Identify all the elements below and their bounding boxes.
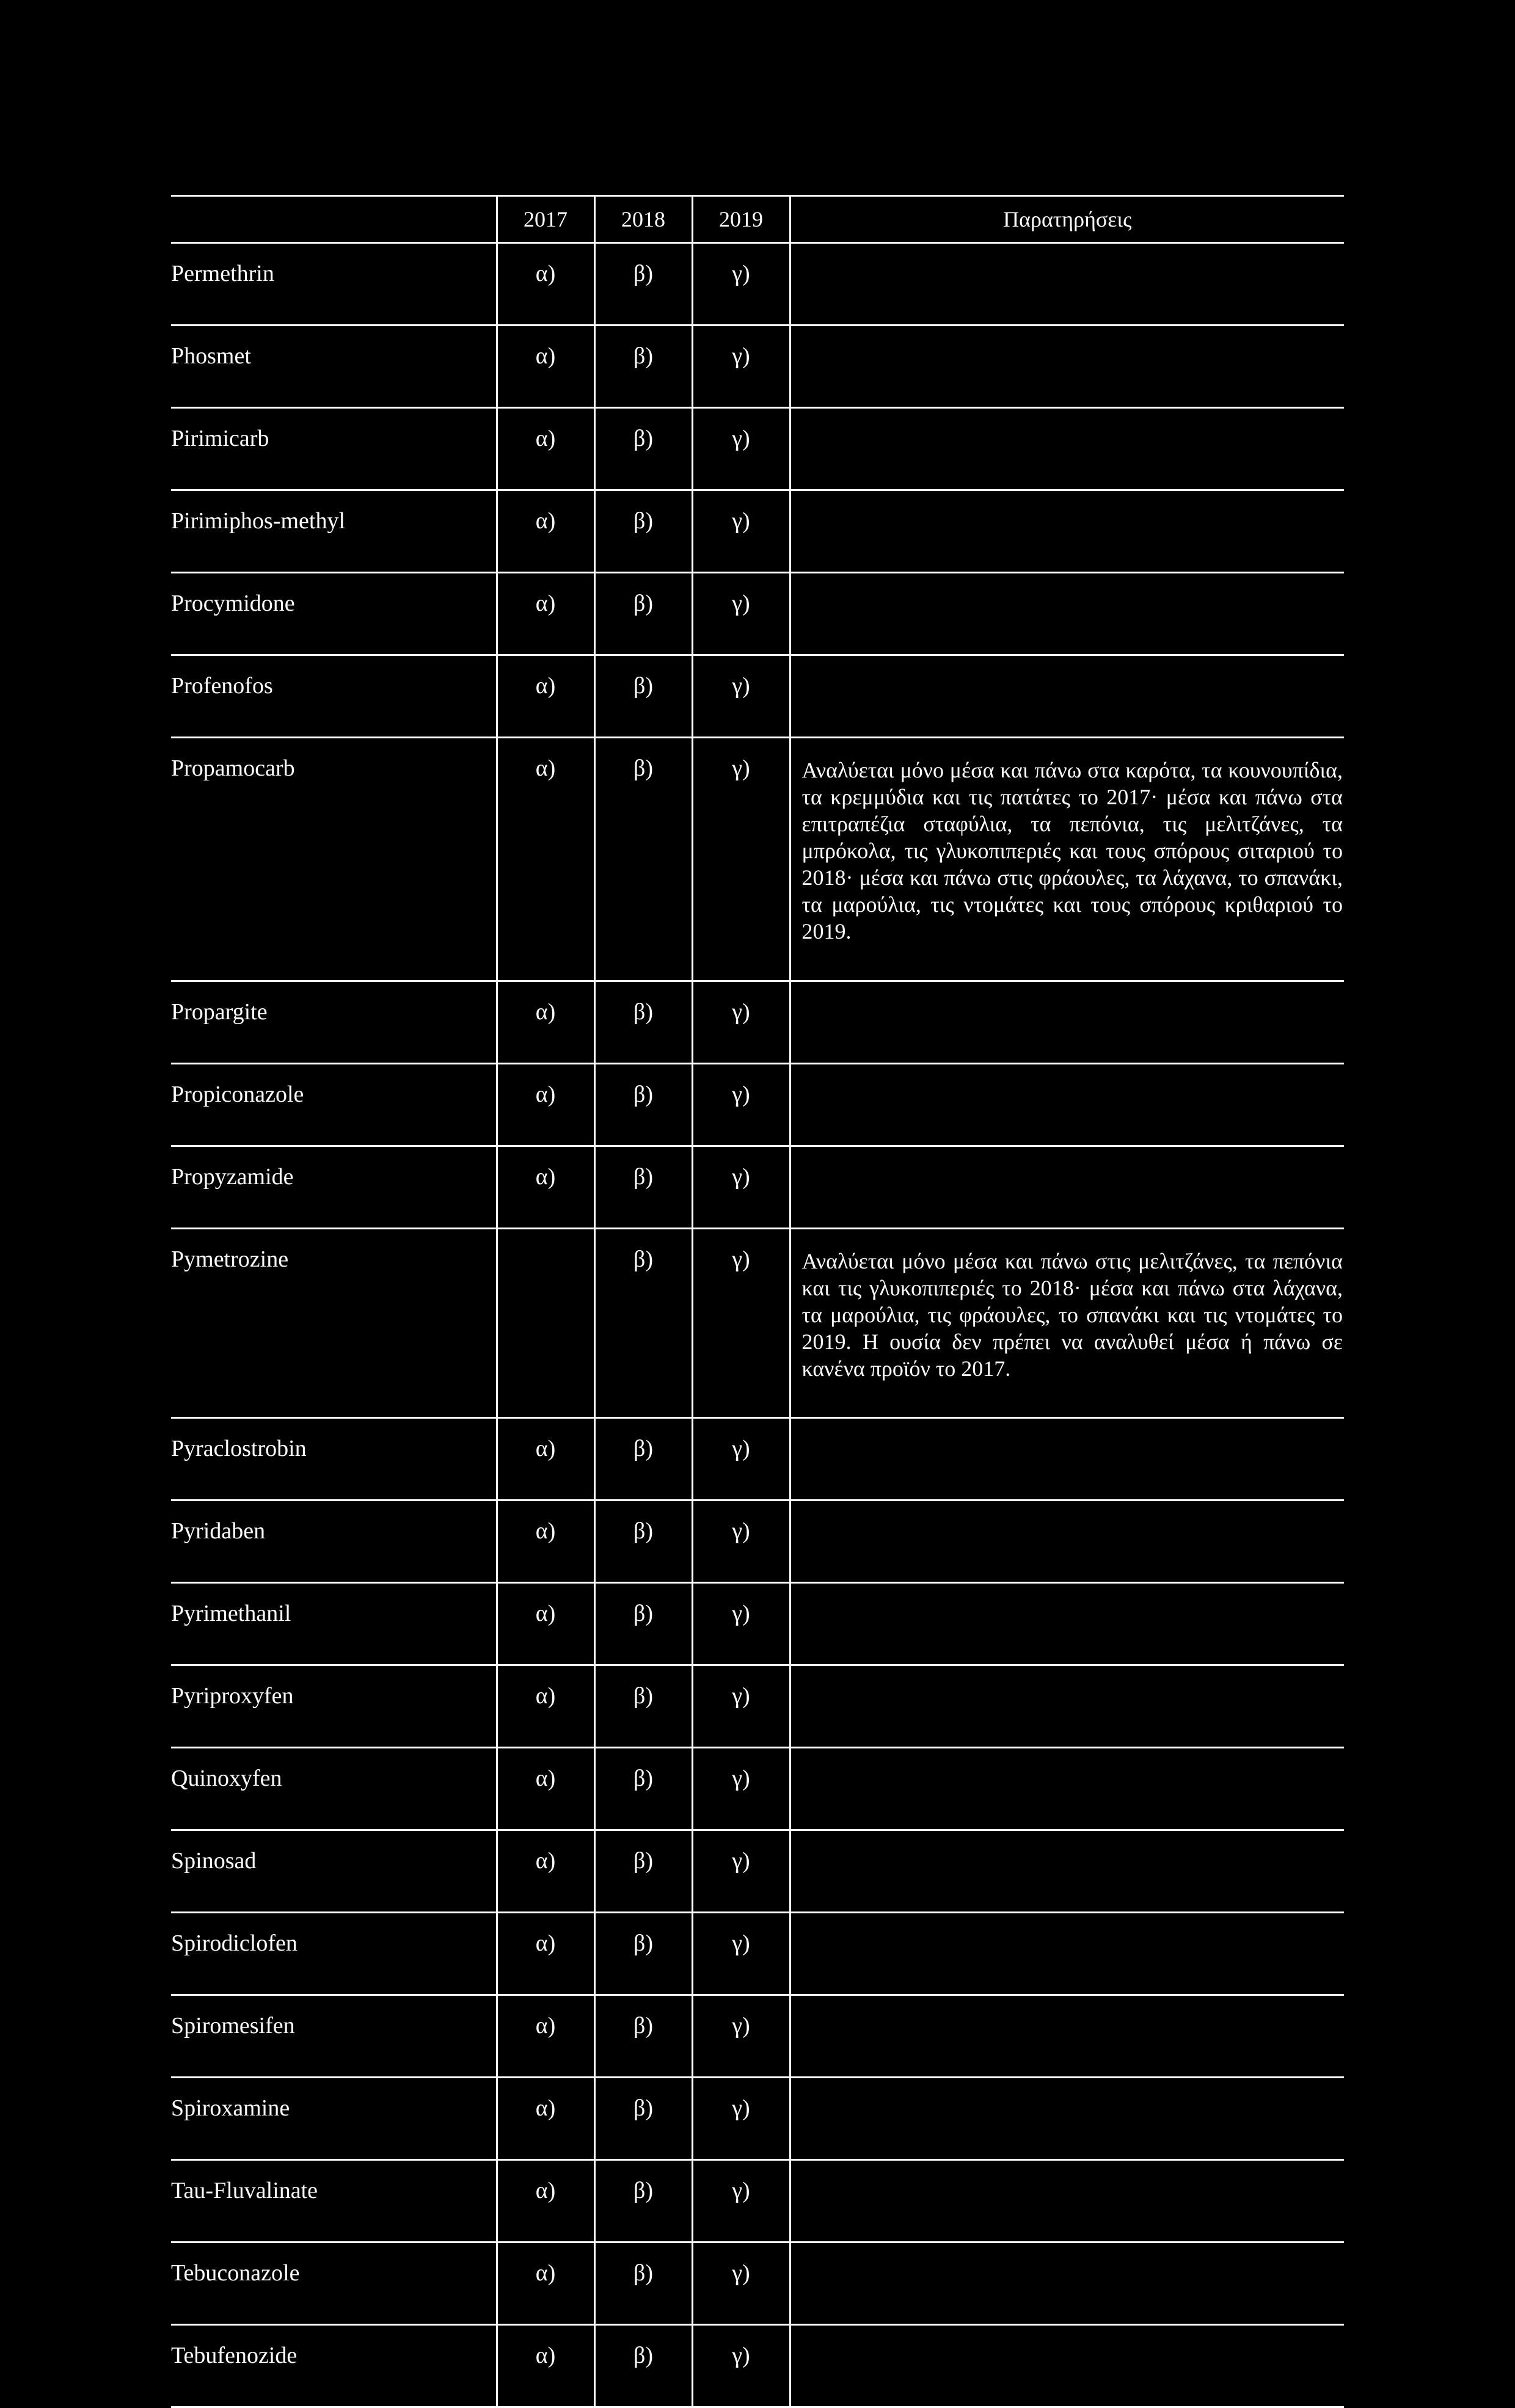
table-row	[171, 1583, 1344, 1665]
year-2018-cell: β)	[594, 490, 692, 573]
table-row	[171, 2078, 1344, 2160]
header-year-2019: 2019	[692, 196, 790, 243]
table-body	[171, 243, 1344, 2407]
table-row	[171, 408, 1344, 490]
remarks-cell	[790, 243, 1344, 326]
pesticide-table-container	[171, 195, 1344, 2408]
substance-cell: Pyridaben	[171, 1500, 497, 1583]
year-2019-cell: γ)	[692, 1583, 790, 1665]
substance-cell: Procymidone	[171, 573, 497, 655]
year-2019-cell: γ)	[692, 1913, 790, 1995]
table-row	[171, 2242, 1344, 2325]
substance-cell: Pirimicarb	[171, 408, 497, 490]
year-2017-cell: α)	[497, 1418, 594, 1500]
table-row	[171, 655, 1344, 738]
table-row	[171, 1913, 1344, 1995]
table-row	[171, 1418, 1344, 1500]
remarks-cell	[790, 1995, 1344, 2078]
year-2017-cell	[497, 1229, 594, 1418]
year-2019-cell: γ)	[692, 1064, 790, 1146]
table-row	[171, 1064, 1344, 1146]
year-2019-cell: γ)	[692, 2078, 790, 2160]
table-row	[171, 1665, 1344, 1748]
table-row	[171, 326, 1344, 408]
year-2017-cell: α)	[497, 1064, 594, 1146]
substance-cell: Pirimiphos-methyl	[171, 490, 497, 573]
substance-cell: Spiromesifen	[171, 1995, 497, 2078]
year-2019-cell: γ)	[692, 1418, 790, 1500]
year-2018-cell: β)	[594, 2325, 692, 2407]
year-2017-cell: α)	[497, 738, 594, 981]
table-row	[171, 573, 1344, 655]
remarks-cell	[790, 326, 1344, 408]
substance-cell: Tau-Fluvalinate	[171, 2160, 497, 2242]
remarks-cell	[790, 1748, 1344, 1830]
header-year-2018: 2018	[594, 196, 692, 243]
substance-cell: Permethrin	[171, 243, 497, 326]
year-2017-cell: α)	[497, 1146, 594, 1229]
year-2018-cell: β)	[594, 1146, 692, 1229]
year-2017-cell: α)	[497, 243, 594, 326]
substance-cell: Pyraclostrobin	[171, 1418, 497, 1500]
year-2018-cell: β)	[594, 2078, 692, 2160]
table-row	[171, 1500, 1344, 1583]
remarks-cell	[790, 655, 1344, 738]
remarks-cell	[790, 573, 1344, 655]
remarks-cell	[790, 2242, 1344, 2325]
table-row	[171, 1229, 1344, 1418]
year-2018-cell: β)	[594, 1830, 692, 1913]
year-2019-cell: γ)	[692, 326, 790, 408]
substance-cell: Profenofos	[171, 655, 497, 738]
substance-cell: Pyriproxyfen	[171, 1665, 497, 1748]
year-2017-cell: α)	[497, 1500, 594, 1583]
remarks-cell	[790, 1146, 1344, 1229]
year-2018-cell: β)	[594, 326, 692, 408]
remarks-cell	[790, 2078, 1344, 2160]
year-2019-cell: γ)	[692, 1665, 790, 1748]
remarks-cell	[790, 981, 1344, 1064]
year-2019-cell: γ)	[692, 2325, 790, 2407]
substance-cell: Propargite	[171, 981, 497, 1064]
year-2018-cell: β)	[594, 1418, 692, 1500]
header-year-2017: 2017	[497, 196, 594, 243]
remarks-cell	[790, 490, 1344, 573]
substance-cell: Spirodiclofen	[171, 1913, 497, 1995]
substance-cell: Spiroxamine	[171, 2078, 497, 2160]
substance-cell: Spinosad	[171, 1830, 497, 1913]
year-2019-cell: γ)	[692, 490, 790, 573]
header-substance	[171, 196, 497, 243]
year-2018-cell: β)	[594, 573, 692, 655]
year-2019-cell: γ)	[692, 1748, 790, 1830]
year-2018-cell: β)	[594, 655, 692, 738]
table-row	[171, 2325, 1344, 2407]
year-2017-cell: α)	[497, 2078, 594, 2160]
pesticide-monitoring-table	[171, 195, 1344, 2408]
year-2018-cell: β)	[594, 1229, 692, 1418]
remarks-cell	[790, 1418, 1344, 1500]
year-2018-cell: β)	[594, 408, 692, 490]
remarks-cell	[790, 408, 1344, 490]
year-2019-cell: γ)	[692, 243, 790, 326]
substance-cell: Propiconazole	[171, 1064, 497, 1146]
substance-cell: Tebuconazole	[171, 2242, 497, 2325]
table-row	[171, 981, 1344, 1064]
year-2018-cell: β)	[594, 1064, 692, 1146]
substance-cell: Tebufenozide	[171, 2325, 497, 2407]
year-2017-cell: α)	[497, 573, 594, 655]
table-row	[171, 490, 1344, 573]
table-row	[171, 1146, 1344, 1229]
table-header	[171, 196, 1344, 243]
header-remarks: Παρατηρήσεις	[790, 196, 1344, 243]
substance-cell: Propyzamide	[171, 1146, 497, 1229]
remarks-cell: Αναλύεται μόνο μέσα και πάνω στις μελιτζάνες, τα πεπόνια και τις γλυκοπιπεριές το 2018· μέσα και πάνω στα λάχανα, τα μαρούλια, τις φράουλες, το σπανάκι και τις ντομάτες το 2019. Η ουσία δεν πρέπει να αναλυθεί μέσα ή πάνω σε κανένα προϊόν το 2017.	[790, 1229, 1344, 1418]
table-row	[171, 1995, 1344, 2078]
table-row	[171, 2160, 1344, 2242]
year-2018-cell: β)	[594, 738, 692, 981]
year-2019-cell: γ)	[692, 1500, 790, 1583]
year-2017-cell: α)	[497, 1748, 594, 1830]
year-2017-cell: α)	[497, 1913, 594, 1995]
year-2019-cell: γ)	[692, 573, 790, 655]
remarks-cell	[790, 1665, 1344, 1748]
year-2019-cell: γ)	[692, 738, 790, 981]
remarks-cell	[790, 1583, 1344, 1665]
table-row	[171, 738, 1344, 981]
year-2019-cell: γ)	[692, 1229, 790, 1418]
year-2019-cell: γ)	[692, 655, 790, 738]
year-2018-cell: β)	[594, 2242, 692, 2325]
remarks-cell: Αναλύεται μόνο μέσα και πάνω στα καρότα, τα κουνουπίδια, τα κρεμμύδια και τις πατάτες το 2017· μέσα και πάνω στα επιτραπέζια σταφύλια, τα πεπόνια, τις μελιτζάνες, τα μπρόκολα, τις γλυκοπιπεριές και τους σπόρους σιταριού το 2018· μέσα και πάνω στις φράουλες, τα λάχανα, το σπανάκι, τα μαρούλια, τις ντομάτες και τους σπόρους κριθαριού το 2019.	[790, 738, 1344, 981]
header-row	[171, 196, 1344, 243]
year-2019-cell: γ)	[692, 1830, 790, 1913]
year-2019-cell: γ)	[692, 2242, 790, 2325]
table-row	[171, 243, 1344, 326]
year-2018-cell: β)	[594, 981, 692, 1064]
year-2017-cell: α)	[497, 2160, 594, 2242]
year-2018-cell: β)	[594, 1913, 692, 1995]
remarks-cell	[790, 1830, 1344, 1913]
remarks-cell	[790, 2160, 1344, 2242]
year-2018-cell: β)	[594, 243, 692, 326]
year-2018-cell: β)	[594, 1500, 692, 1583]
year-2017-cell: α)	[497, 1665, 594, 1748]
year-2019-cell: γ)	[692, 1995, 790, 2078]
year-2017-cell: α)	[497, 1995, 594, 2078]
remarks-cell	[790, 1064, 1344, 1146]
year-2017-cell: α)	[497, 326, 594, 408]
year-2019-cell: γ)	[692, 1146, 790, 1229]
substance-cell: Propamocarb	[171, 738, 497, 981]
year-2017-cell: α)	[497, 981, 594, 1064]
year-2017-cell: α)	[497, 1830, 594, 1913]
remarks-cell	[790, 1500, 1344, 1583]
substance-cell: Pyrimethanil	[171, 1583, 497, 1665]
year-2017-cell: α)	[497, 2242, 594, 2325]
substance-cell: Phosmet	[171, 326, 497, 408]
year-2018-cell: β)	[594, 1665, 692, 1748]
year-2019-cell: γ)	[692, 981, 790, 1064]
substance-cell: Quinoxyfen	[171, 1748, 497, 1830]
year-2018-cell: β)	[594, 1583, 692, 1665]
year-2018-cell: β)	[594, 1995, 692, 2078]
year-2017-cell: α)	[497, 490, 594, 573]
year-2019-cell: γ)	[692, 2160, 790, 2242]
table-row	[171, 1830, 1344, 1913]
year-2017-cell: α)	[497, 2325, 594, 2407]
year-2017-cell: α)	[497, 1583, 594, 1665]
year-2018-cell: β)	[594, 1748, 692, 1830]
table-row	[171, 1748, 1344, 1830]
year-2017-cell: α)	[497, 655, 594, 738]
year-2019-cell: γ)	[692, 408, 790, 490]
remarks-cell	[790, 2325, 1344, 2407]
remarks-cell	[790, 1913, 1344, 1995]
substance-cell: Pymetrozine	[171, 1229, 497, 1418]
year-2018-cell: β)	[594, 2160, 692, 2242]
year-2017-cell: α)	[497, 408, 594, 490]
